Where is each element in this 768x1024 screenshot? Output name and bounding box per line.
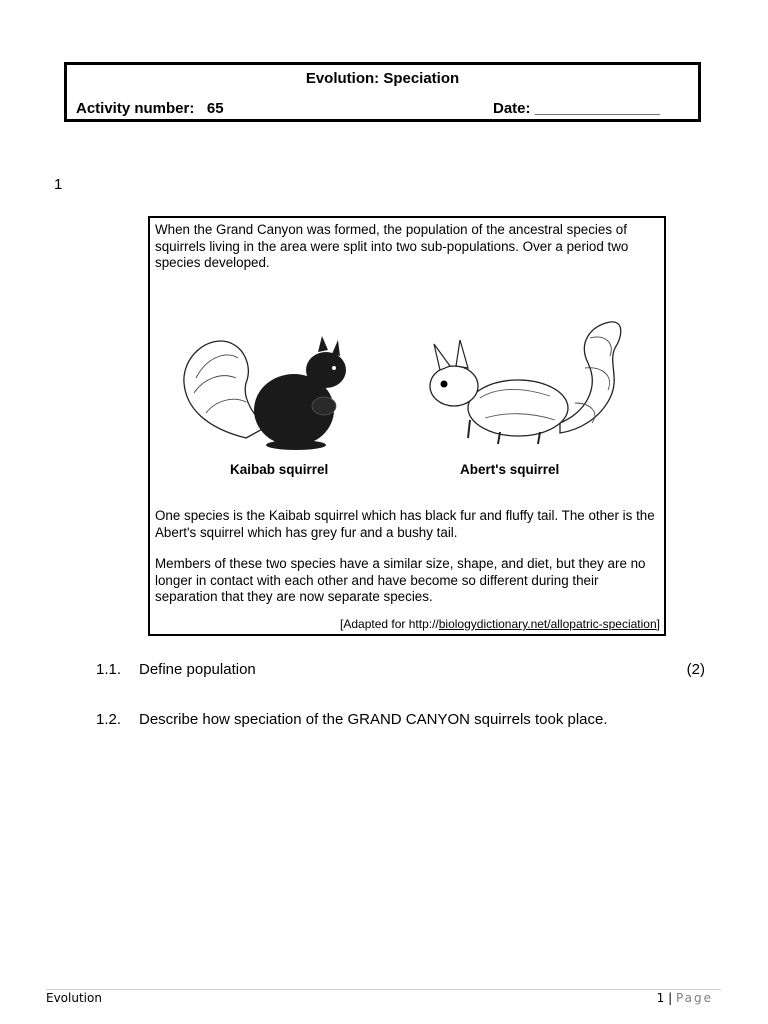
header-box: [64, 62, 701, 122]
date-blank: _______________: [534, 100, 660, 117]
footer-divider: [46, 989, 721, 990]
date-label: Date:: [493, 100, 531, 117]
question-number: 1: [54, 176, 63, 193]
page-separator: |: [664, 991, 676, 1005]
date-field: [493, 100, 660, 117]
kaibab-label: Kaibab squirrel: [230, 462, 329, 477]
subquestion-text: Define population: [139, 661, 256, 678]
aberts-label: Abert's squirrel: [460, 462, 560, 477]
credit-link[interactable]: biologydictionary.net/allopatric-speciation: [438, 617, 657, 631]
document-title: Evolution: Speciation: [305, 70, 460, 87]
activity-value: 65: [206, 100, 224, 117]
page-word: Page: [675, 991, 713, 1005]
subquestion-number: 1.1.: [96, 661, 122, 678]
subquestion-number: 1.2.: [96, 711, 122, 728]
aberts-squirrel-illustration: [410, 308, 630, 453]
activity-label: Activity number:: [76, 100, 195, 117]
footer-title: Evolution: [46, 991, 102, 1005]
figure-paragraph-2: Members of these two species have a similar size, shape, and diet, but they are no longer in contact with each other and have become so different during their separation that they are now separate species.: [155, 556, 646, 604]
subquestion-marks: (2): [686, 661, 705, 678]
credit-prefix: [Adapted for http://: [340, 617, 439, 631]
footer-page-indicator: [657, 991, 713, 1005]
figure-credit: [340, 617, 660, 631]
activity-number: [76, 100, 224, 117]
kaibab-squirrel-illustration: [176, 328, 366, 453]
figure-paragraph-1: One species is the Kaibab squirrel which has black fur and fluffy tail. The other is the Abert's squirrel which has grey fur and a bushy tail.: [155, 508, 655, 540]
credit-suffix: ]: [656, 617, 660, 631]
page-number: 1: [656, 991, 665, 1005]
subquestion-text: Describe how speciation of the GRAND CANYON squirrels took place.: [139, 711, 608, 728]
squirrel-figure: [148, 216, 666, 636]
figure-intro-text: When the Grand Canyon was formed, the population of the ancestral species of squirrels living in the area were split into two sub-populations. Over a period two species developed.: [155, 222, 629, 270]
